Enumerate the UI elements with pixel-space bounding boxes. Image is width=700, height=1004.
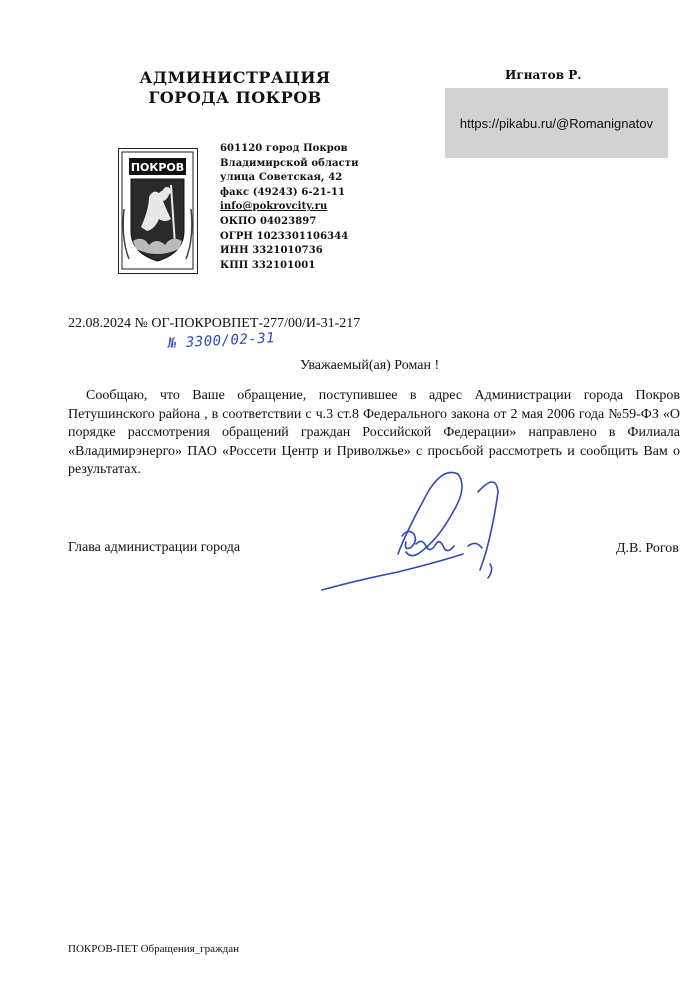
address-inn: ИНН 3321010736 — [220, 245, 323, 257]
address-street: улица Советская, 42 — [220, 172, 343, 184]
crest-icon — [119, 149, 196, 272]
greeting: Уважаемый(ая) Роман ! — [300, 358, 440, 373]
address-fax: факс (49243) 6-21-11 — [220, 186, 346, 198]
signatory-position: Глава администрации города — [68, 540, 241, 555]
watermark-url: https://pikabu.ru/@Romanignatov — [459, 115, 654, 131]
signatory-name: Д.В. Рогов — [616, 541, 679, 556]
address-block — [220, 142, 359, 273]
address-city: 601120 город Покров — [220, 143, 348, 154]
organization-title-line2: ГОРОДА ПОКРОВ — [148, 88, 322, 107]
organization-title — [110, 68, 360, 108]
address-kpp: КПП 332101001 — [220, 259, 316, 271]
address-ogrn: ОГРН 1023301106344 — [220, 230, 349, 242]
footer-code: ПОКРОВ-ПЕТ — [68, 943, 138, 955]
recipient-name: Игнатов Р. — [505, 68, 582, 82]
handwritten-signature — [318, 462, 518, 592]
coat-of-arms — [118, 148, 198, 274]
address-email-link[interactable]: info@pokrovcity.ru — [220, 201, 328, 213]
watermark-box — [445, 88, 668, 158]
document-reference: 22.08.2024 № ОГ-ПОКРОВПЕТ-277/00/И-31-217 — [68, 316, 361, 331]
address-okpo: ОКПО 04023897 — [220, 215, 317, 227]
handwritten-registration-number: № 3300/02-31 — [167, 330, 276, 352]
document-footer — [68, 943, 239, 955]
footer-category: Обращения_граждан — [140, 943, 240, 955]
address-region: Владимирской области — [220, 157, 359, 169]
crest-label: ПОКРОВ — [130, 161, 185, 174]
organization-title-line1: АДМИНИСТРАЦИЯ — [139, 68, 331, 87]
letter-body: Сообщаю, что Ваше обращение, поступившее в адрес Администрации города Покров Петушинского района , в соответствии с ч.3 ст.8 Федерального закона от 2 мая 2006 года №59-ФЗ «О порядке рассмотрения обращений граждан Российской Федерации» направлено в Филиала «Владимирэнерго» ПАО «Россети Центр и Приволжье» с просьбой рассмотреть и сообщить Вам о результатах. — [68, 388, 680, 478]
